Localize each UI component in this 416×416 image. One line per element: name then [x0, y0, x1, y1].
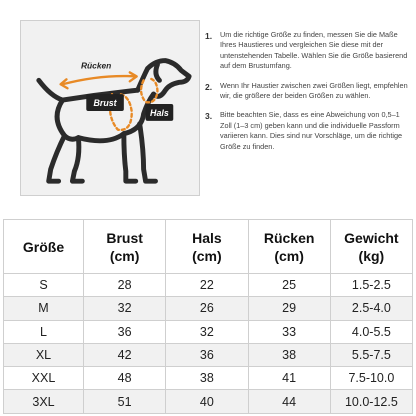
header-chest [84, 220, 166, 274]
header-label: Hals [192, 229, 222, 246]
cell-weight: 7.5-10.0 [330, 367, 412, 390]
cell-chest: 42 [84, 343, 166, 366]
cell-chest: 51 [84, 390, 166, 413]
note-number: 3. [205, 111, 213, 122]
cell-neck: 26 [166, 297, 248, 320]
cell-back: 33 [248, 320, 330, 343]
cell-chest: 36 [84, 320, 166, 343]
note-1 [205, 30, 409, 72]
cell-weight: 10.0-12.5 [330, 390, 412, 413]
neck-tag [146, 104, 174, 121]
table-row [4, 367, 413, 390]
cell-neck: 22 [166, 274, 248, 297]
header-unit: (cm) [192, 247, 222, 264]
header-back [248, 220, 330, 274]
table-row [4, 274, 413, 297]
cell-neck: 36 [166, 343, 248, 366]
header-neck [166, 220, 248, 274]
cell-chest: 48 [84, 367, 166, 390]
cell-back: 29 [248, 297, 330, 320]
header-label: Brust [106, 229, 143, 246]
dog-measurement-illustration [20, 20, 200, 196]
back-label: Rücken [81, 60, 112, 71]
chest-label: Brust [93, 98, 117, 109]
cell-weight: 4.0-5.5 [330, 320, 412, 343]
note-3 [205, 110, 409, 152]
note-number: 2. [205, 81, 213, 92]
cell-back: 44 [248, 390, 330, 413]
cell-back: 41 [248, 367, 330, 390]
size-chart-table [3, 219, 413, 414]
header-unit: (kg) [358, 247, 385, 264]
header-unit: (cm) [274, 247, 304, 264]
cell-neck: 32 [166, 320, 248, 343]
cell-back: 25 [248, 274, 330, 297]
dog-diagram [21, 21, 199, 195]
note-2 [205, 81, 409, 102]
note-number: 1. [205, 31, 213, 41]
table-row [4, 297, 413, 320]
cell-neck: 38 [166, 367, 248, 390]
header-label: Gewicht [344, 229, 399, 246]
note-text: Um die richtige Größe zu finden, messen Sie die Maße Ihres Haustieres und vergleichen Sie diese mit der untenstehenden Tabelle. Wählen Sie die Größe basierend auf dem Brustumfang. [220, 30, 408, 71]
cell-chest: 32 [84, 297, 166, 320]
note-text: Bitte beachten Sie, dass es eine Abweichung von 0,5–1 Zoll (1–3 cm) geben kann und die individuelle Passform variieren kann. Dies sind nur Vorschläge, um die richtige Größe zu finden. [220, 110, 403, 151]
cell-size: XL [4, 343, 84, 366]
cell-size: S [4, 274, 84, 297]
cell-weight: 2.5-4.0 [330, 297, 412, 320]
neck-label: Hals [150, 107, 169, 118]
header-unit: (cm) [109, 247, 140, 264]
cell-size: 3XL [4, 390, 84, 413]
header-weight [330, 220, 412, 274]
header-label: Größe [22, 238, 65, 255]
cell-chest: 28 [84, 274, 166, 297]
table-header-row [4, 220, 413, 274]
cell-neck: 40 [166, 390, 248, 413]
back-arrow [63, 76, 136, 84]
cell-weight: 1.5-2.5 [330, 274, 412, 297]
table-row [4, 390, 413, 413]
cell-weight: 5.5-7.5 [330, 343, 412, 366]
measurement-notes [205, 30, 409, 161]
cell-size: M [4, 297, 84, 320]
note-text: Wenn Ihr Haustier zwischen zwei Größen liegt, empfehlen wir, die größere der beiden Größen zu wählen. [220, 80, 408, 101]
cell-back: 38 [248, 343, 330, 366]
table-row [4, 343, 413, 366]
header-label: Rücken [263, 229, 315, 246]
header-size [4, 220, 84, 274]
table-row [4, 320, 413, 343]
chest-tag [86, 94, 124, 111]
cell-size: XXL [4, 367, 84, 390]
cell-size: L [4, 320, 84, 343]
